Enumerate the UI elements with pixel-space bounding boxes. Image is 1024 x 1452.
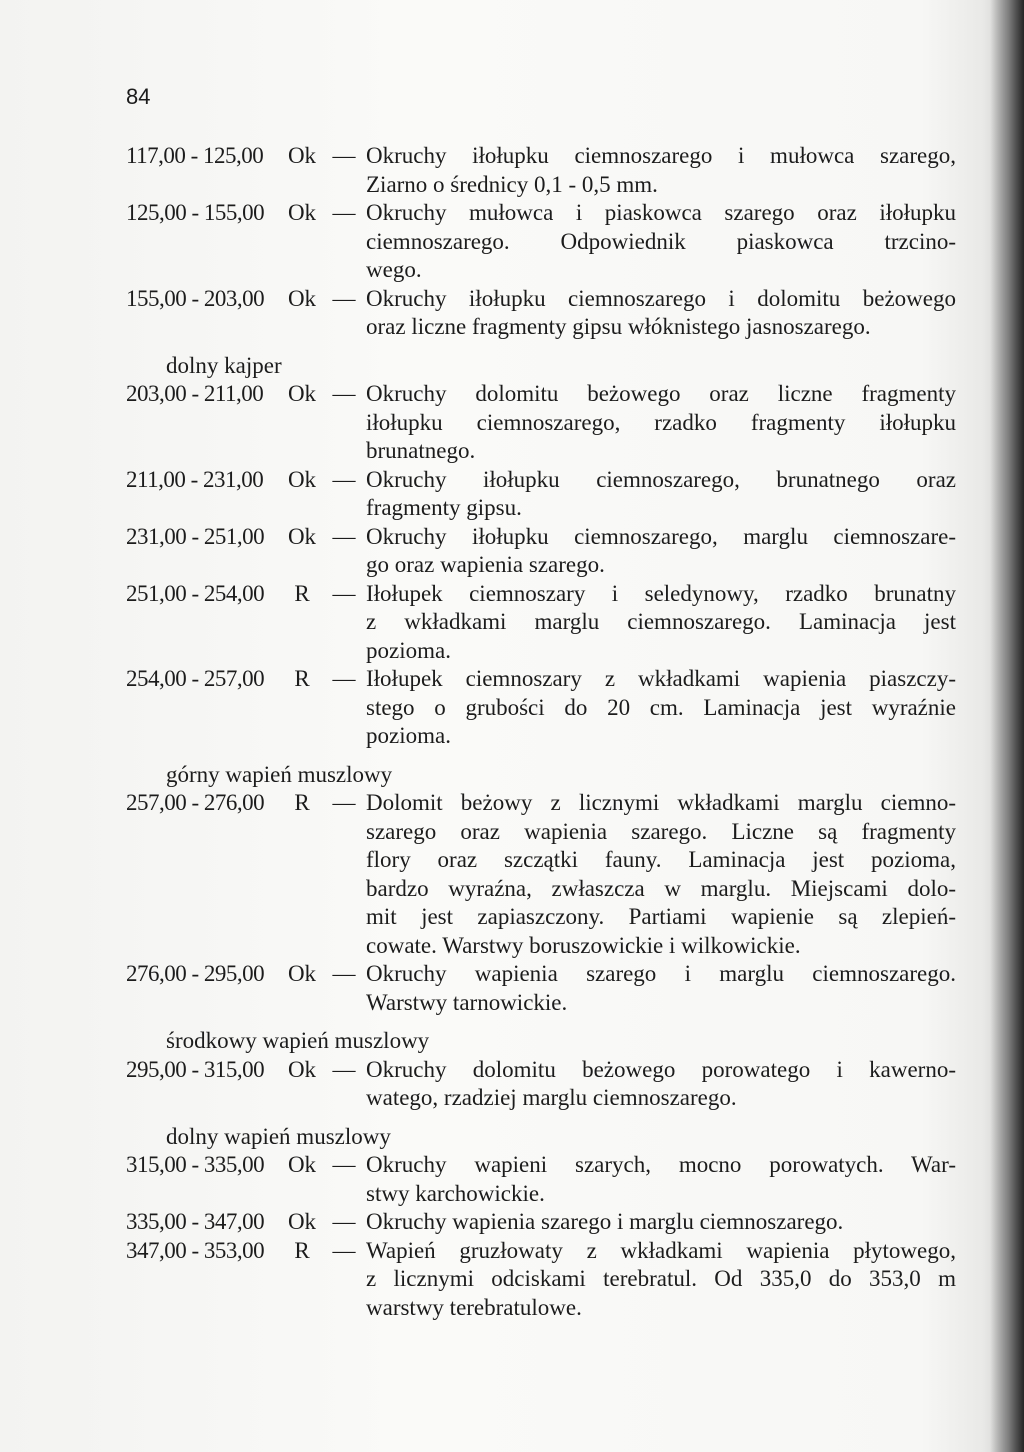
description-line: go oraz wapienia szarego. <box>366 552 605 577</box>
description-line: Okruchy wapienia szarego i marglu ciemnoszarego. <box>366 1209 844 1234</box>
separator-dash: — <box>332 143 356 168</box>
depth-interval: 254,00 - 257,00 <box>126 666 265 691</box>
separator-dash: — <box>332 961 356 986</box>
description-line: Okruchy wapienia szarego i marglu ciemnoszarego. <box>366 961 956 986</box>
description-line: stego o grubości do 20 cm. Laminacja jest wyraźnie <box>366 694 956 720</box>
stratigraphic-unit-heading: środkowy wapień muszlowy <box>166 1028 430 1053</box>
lithology-description <box>366 199 956 285</box>
depth-interval: 347,00 - 353,00 <box>126 1237 265 1263</box>
separator-dash: — <box>332 381 356 406</box>
lithology-description <box>366 960 956 1017</box>
description-line: Dolomit beżowy z licznymi wkładkami marglu ciemno- <box>366 790 956 815</box>
description-line: warstwy terebratulowe. <box>366 1294 582 1320</box>
lithology-description <box>366 665 956 751</box>
lithology-description <box>366 1151 956 1208</box>
log-entry <box>126 523 956 580</box>
lithology-description <box>366 580 956 666</box>
separator-dash: — <box>332 466 356 492</box>
borehole-log <box>126 142 956 1322</box>
sample-type: Ok <box>287 1056 317 1082</box>
sample-type: Ok <box>287 523 317 549</box>
description-line: Okruchy wapieni szarych, mocno porowatych. War- <box>366 1152 956 1177</box>
separator-dash: — <box>332 523 356 549</box>
stratigraphic-unit-heading: dolny kajper <box>166 352 282 378</box>
description-line: Iłołupek ciemnoszary i seledynowy, rzadko brunatny <box>366 580 956 606</box>
log-entry <box>126 960 956 1017</box>
page-number: 84 <box>126 84 151 109</box>
depth-interval: 276,00 - 295,00 <box>126 961 265 986</box>
depth-interval: 295,00 - 315,00 <box>126 1056 265 1082</box>
description-line: iłołupku ciemnoszarego, rzadko fragmenty iłołupku <box>366 409 956 435</box>
sample-type: Ok <box>287 381 317 406</box>
separator-dash: — <box>332 666 356 691</box>
description-line: ciemnoszarego. Odpowiednik piaskowca trzcino- <box>366 228 956 254</box>
depth-interval: 125,00 - 155,00 <box>126 200 265 225</box>
sample-type: Ok <box>287 961 317 986</box>
description-line: Warstwy tarnowickie. <box>366 989 568 1015</box>
description-line: Wapień gruzłowaty z wkładkami wapienia płytowego, <box>366 1237 956 1263</box>
log-entry <box>126 1151 956 1208</box>
lithology-description <box>366 1208 956 1237</box>
sample-type: Ok <box>287 200 317 225</box>
depth-interval: 203,00 - 211,00 <box>126 381 264 406</box>
separator-dash: — <box>332 1056 356 1082</box>
separator-dash: — <box>332 1209 356 1234</box>
description-line: stwy karchowickie. <box>366 1180 545 1206</box>
description-line: oraz liczne fragmenty gipsu włóknistego jasnoszarego. <box>366 314 871 339</box>
sample-type: Ok <box>287 143 317 168</box>
description-line: z wkładkami marglu ciemnoszarego. Laminacja jest <box>366 609 956 634</box>
separator-dash: — <box>332 1152 356 1177</box>
lithology-description <box>366 789 956 960</box>
lithology-description <box>366 523 956 580</box>
separator-dash: — <box>332 285 356 311</box>
lithology-description <box>366 1237 956 1323</box>
separator-dash: — <box>332 580 356 606</box>
sample-type: R <box>294 790 310 815</box>
depth-interval: 231,00 - 251,00 <box>126 523 265 549</box>
depth-interval: 211,00 - 231,00 <box>126 466 264 492</box>
description-line: Okruchy dolomitu beżowego porowatego i kawerno- <box>366 1056 956 1082</box>
description-line: cowate. Warstwy boruszowickie i wilkowickie. <box>366 932 801 958</box>
description-line: pozioma. <box>366 637 451 663</box>
log-entry <box>126 1208 956 1237</box>
log-entry <box>126 380 956 466</box>
sample-type: Ok <box>287 1209 317 1234</box>
sample-type: Ok <box>287 466 317 492</box>
page-edge-shadow <box>990 0 1024 1452</box>
description-line: Okruchy dolomitu beżowego oraz liczne fragmenty <box>366 381 956 406</box>
description-line: Okruchy iłołupku ciemnoszarego i mułowca szarego, <box>366 143 956 168</box>
log-entry <box>126 199 956 285</box>
description-line: Okruchy iłołupku ciemnoszarego, marglu ciemnoszare- <box>366 523 956 549</box>
lithology-description <box>366 380 956 466</box>
log-entry <box>126 1237 956 1323</box>
description-line: Okruchy mułowca i piaskowca szarego oraz iłołupku <box>366 200 956 225</box>
log-entry <box>126 580 956 666</box>
separator-dash: — <box>332 1237 356 1263</box>
stratigraphic-unit-heading: górny wapień muszlowy <box>166 761 393 787</box>
description-line: pozioma. <box>366 723 451 748</box>
description-line: bardzo wyraźna, zwłaszcza w marglu. Miejscami dolo- <box>366 875 956 901</box>
lithology-description <box>366 285 956 342</box>
sample-type: Ok <box>287 1152 317 1177</box>
depth-interval: 155,00 - 203,00 <box>126 285 265 311</box>
description-line: z licznymi odciskami terebratul. Od 335,0 do 353,0 m <box>366 1266 956 1291</box>
log-entry <box>126 665 956 751</box>
description-line: watego, rzadziej marglu ciemnoszarego. <box>366 1085 737 1110</box>
depth-interval: 315,00 - 335,00 <box>126 1152 265 1177</box>
lithology-description <box>366 466 956 523</box>
description-line: Okruchy iłołupku ciemnoszarego, brunatnego oraz <box>366 466 956 492</box>
log-entry <box>126 1056 956 1113</box>
depth-interval: 251,00 - 254,00 <box>126 580 265 606</box>
log-entry <box>126 142 956 199</box>
description-line: szarego oraz wapienia szarego. Liczne są fragmenty <box>366 818 956 844</box>
description-line: flory oraz szczątki fauny. Laminacja jest pozioma, <box>366 847 956 872</box>
log-entry <box>126 466 956 523</box>
log-entry <box>126 789 956 960</box>
lithology-description <box>366 142 956 199</box>
description-line: mit jest zapiaszczony. Partiami wapienie są zlepień- <box>366 904 956 929</box>
separator-dash: — <box>332 790 356 815</box>
sample-type: R <box>294 580 310 606</box>
depth-interval: 117,00 - 125,00 <box>126 143 264 168</box>
sample-type: R <box>294 666 310 691</box>
description-line: wego. <box>366 257 422 282</box>
description-line: Okruchy iłołupku ciemnoszarego i dolomitu beżowego <box>366 285 956 311</box>
log-entry <box>126 285 956 342</box>
separator-dash: — <box>332 200 356 225</box>
description-line: Ziarno o średnicy 0,1 - 0,5 mm. <box>366 171 658 197</box>
depth-interval: 257,00 - 276,00 <box>126 790 265 815</box>
sample-type: R <box>294 1237 310 1263</box>
description-line: fragmenty gipsu. <box>366 495 522 520</box>
description-line: Iłołupek ciemnoszary z wkładkami wapienia piaszczy- <box>366 666 956 691</box>
description-line: brunatnego. <box>366 438 476 463</box>
depth-interval: 335,00 - 347,00 <box>126 1209 265 1234</box>
lithology-description <box>366 1056 956 1113</box>
stratigraphic-unit-heading: dolny wapień muszlowy <box>166 1123 391 1149</box>
sample-type: Ok <box>287 285 317 311</box>
